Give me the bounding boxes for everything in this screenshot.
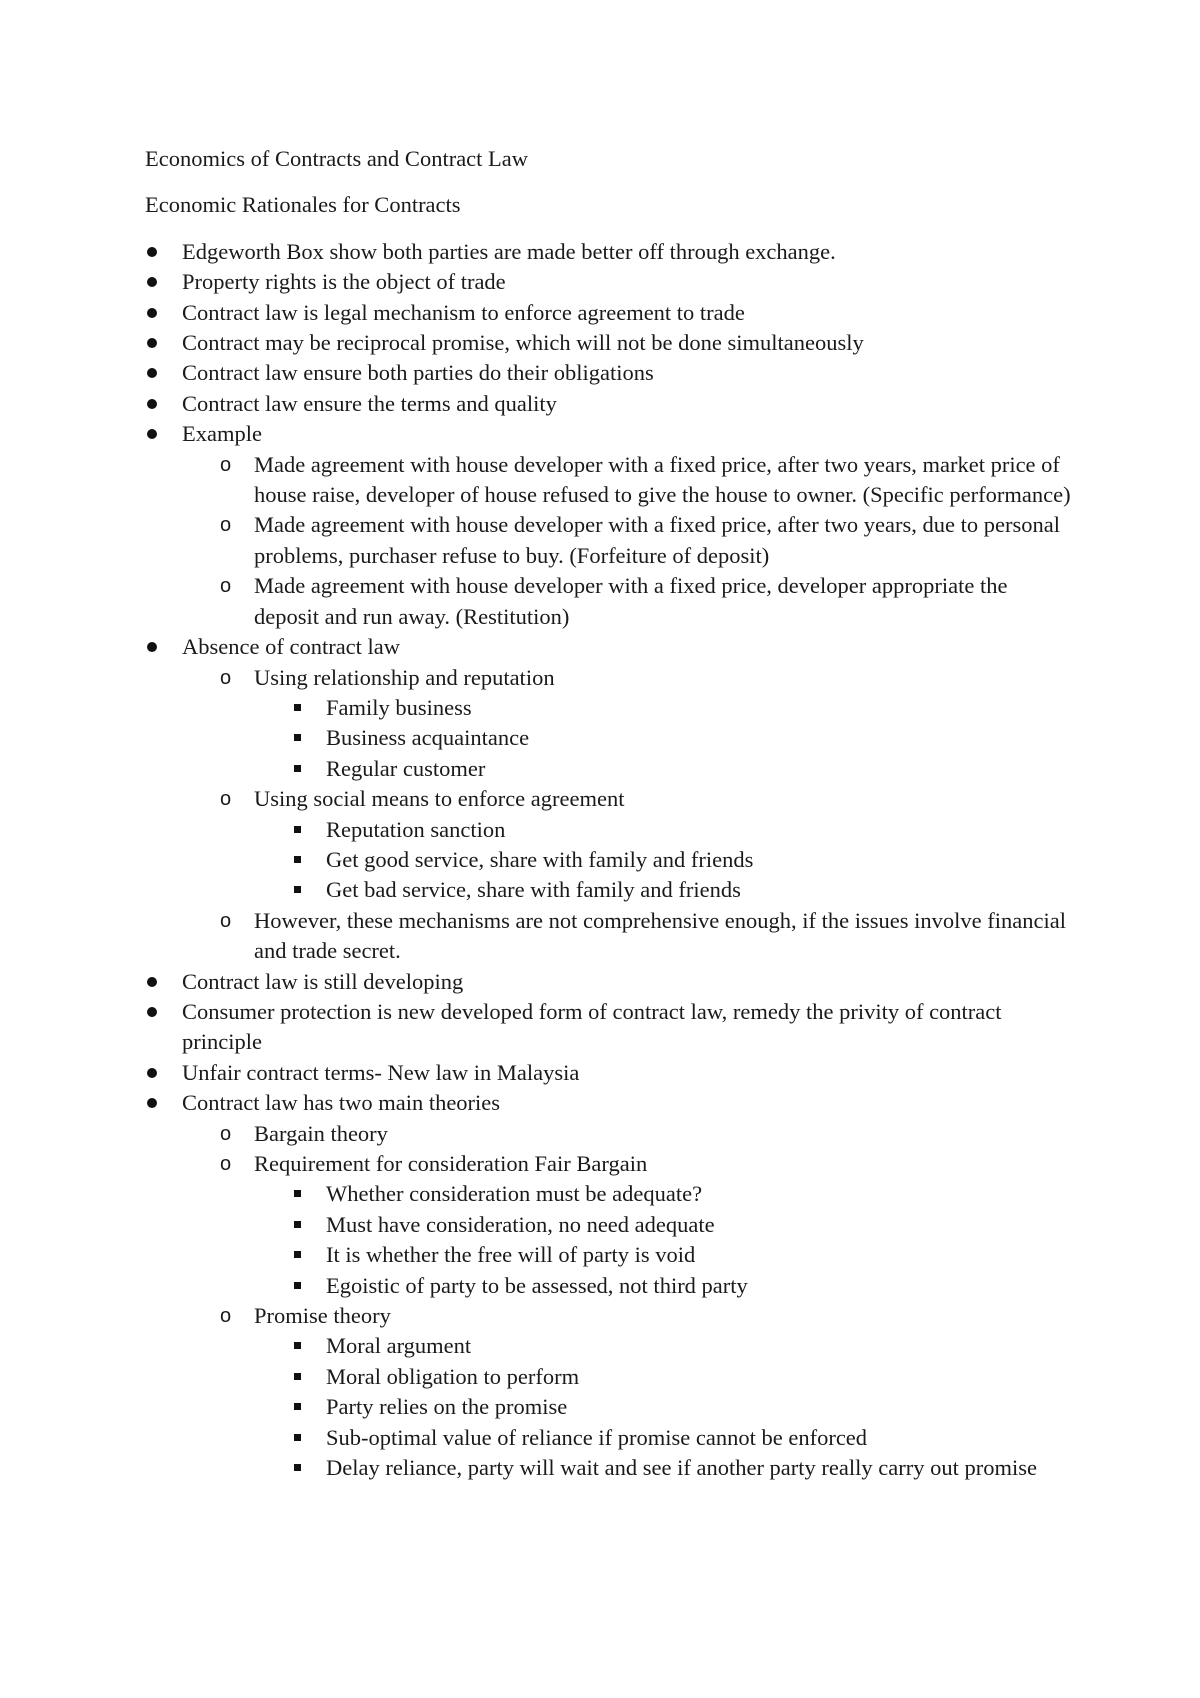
bullet-dot-icon — [147, 368, 157, 378]
list-item: Must have consideration, no need adequate — [290, 1210, 1075, 1240]
circle-bullet-icon: o — [220, 1153, 232, 1175]
list-item: Edgeworth Box show both parties are made better off through exchange. — [145, 237, 1075, 267]
absence-sublist — [218, 663, 1075, 967]
relationship-sublist — [290, 693, 1075, 784]
list-item: o Requirement for consideration Fair Bargain Whether consideration must be adequate? Must have consideration, no need adequate It is whether the free will of party is void Egoistic of party to be assessed, not third party — [218, 1149, 1075, 1301]
bullet-dot-icon — [147, 1098, 157, 1108]
list-item: o However, these mechanisms are not comprehensive enough, if the issues involve financial and trade secret. — [220, 907, 1066, 964]
list-item: Contract may be reciprocal promise, which will not be done simultaneously — [145, 328, 1075, 358]
list-item: o Bargain theory — [218, 1119, 1075, 1149]
list-item: Contract law ensure the terms and quality — [145, 389, 1075, 419]
list-item: o Using relationship and reputation Family business Business acquaintance Regular customer — [218, 663, 1075, 785]
square-bullet-icon — [294, 1464, 301, 1471]
list-item: Contract law ensure both parties do their obligations — [145, 358, 1075, 388]
bullet-dot-icon — [147, 308, 157, 318]
bullet-dot-icon — [147, 247, 157, 257]
list-item: Moral obligation to perform — [290, 1362, 1075, 1392]
theories-sublist — [218, 1119, 1075, 1484]
list-item: o Made agreement with house developer with a fixed price, after two years, due to personal problems, purchaser refuse to buy. (Forfeiture of deposit) — [220, 512, 1060, 568]
list-item: Contract law is still developing — [145, 967, 1075, 997]
list-item: Moral argument — [290, 1331, 1075, 1361]
circle-bullet-icon: o — [220, 1122, 232, 1145]
list-item: Contract law is legal mechanism to enforce agreement to trade — [145, 298, 1075, 328]
square-bullet-icon — [294, 886, 301, 893]
bullet-dot-icon — [147, 429, 157, 439]
bullet-dot-icon — [147, 277, 157, 287]
list-item: Whether consideration must be adequate? — [290, 1179, 1075, 1209]
square-bullet-icon — [294, 1373, 301, 1380]
list-item: Delay reliance, party will wait and see if another party really carry out promise — [290, 1453, 1075, 1483]
square-bullet-icon — [294, 1282, 301, 1289]
list-item: Get good service, share with family and friends — [290, 845, 1075, 875]
example-sublist — [218, 450, 1075, 632]
square-bullet-icon — [294, 1403, 301, 1410]
circle-bullet-icon: o — [220, 575, 232, 598]
bullet-dot-icon — [147, 642, 157, 652]
bullet-dot-icon — [147, 1007, 157, 1017]
list-item: o Made agreement with house developer with a fixed price, developer appropriate the deposit and run away. (Restitution) — [220, 573, 1008, 629]
list-item: Get bad service, share with family and friends — [290, 875, 1075, 905]
main-bullet-list — [145, 237, 1075, 1484]
square-bullet-icon — [294, 1221, 301, 1228]
square-bullet-icon — [294, 826, 301, 833]
circle-bullet-icon: o — [220, 788, 232, 811]
list-item: o Promise theory Moral argument Moral obligation to perform Party relies on the promise Sub-optimal value of reliance if promise cannot be enforced Delay reliance, party will wait and see if another party really carry out promise — [218, 1301, 1075, 1483]
square-bullet-icon — [294, 1342, 301, 1349]
square-bullet-icon — [294, 1190, 301, 1197]
bullet-dot-icon — [147, 338, 157, 348]
circle-bullet-icon: o — [220, 909, 232, 932]
list-item: Egoistic of party to be assessed, not third party — [290, 1271, 1075, 1301]
square-bullet-icon — [294, 856, 301, 863]
circle-bullet-icon: o — [220, 666, 232, 689]
list-item: Party relies on the promise — [290, 1392, 1075, 1422]
list-item: Regular customer — [290, 754, 1075, 784]
bullet-dot-icon — [147, 399, 157, 409]
circle-bullet-icon: o — [220, 1305, 232, 1328]
square-bullet-icon — [294, 1434, 301, 1441]
list-item: o Made agreement with house developer with a fixed price, after two years, market price of house raise, developer of house refused to give the house to owner. (Specific performance) — [220, 451, 1071, 508]
list-item: Consumer protection is new developed form of contract law, remedy the privity of contract principle — [145, 997, 1075, 1058]
bullet-dot-icon — [147, 1068, 157, 1078]
square-bullet-icon — [294, 1251, 301, 1258]
list-item: Example o Made agreement with house developer with a fixed price, after two years, market price of house raise, developer of house refused to give the house to owner. (Specific performance) o Made agreement with house developer with a fixed price, after two years, due to personal problems, purchaser refuse to buy. (Forfeiture of deposit) o Made agreement with house developer with a fixed price, developer appropriate the deposit and run away. (Restitution) — [145, 419, 1075, 632]
document-body — [145, 144, 1075, 1483]
requirement-sublist — [290, 1179, 1075, 1301]
circle-bullet-icon: o — [220, 514, 232, 537]
list-item: Property rights is the object of trade — [145, 267, 1075, 297]
bullet-dot-icon — [147, 977, 157, 987]
section-heading: Economic Rationales for Contracts — [145, 192, 461, 218]
square-bullet-icon — [294, 734, 301, 741]
circle-bullet-icon: o — [220, 453, 232, 476]
list-item: Unfair contract terms- New law in Malaysia — [145, 1058, 1075, 1088]
list-item: It is whether the free will of party is void — [290, 1240, 1075, 1270]
list-item: o Using social means to enforce agreement Reputation sanction Get good service, share with family and friends Get bad service, share with family and friends — [218, 784, 1075, 906]
promise-sublist — [290, 1331, 1075, 1483]
list-item: Reputation sanction — [290, 815, 1075, 845]
list-item: Contract law has two main theories o Bargain theory o Requirement for consideration Fair Bargain Whether consideration must be adequate? Must have consideration, no need adequate It is whether the free will of party is void Egoistic of party to be assessed, not third party o Promise theory Moral argument Moral obligation to perform Party relies on the promise Sub-optimal value of reliance if promise cannot be enforced Delay reliance, party will wait and see if another party really carry out promise — [145, 1088, 1075, 1483]
list-item: Business acquaintance — [290, 723, 1075, 753]
list-item: Sub-optimal value of reliance if promise cannot be enforced — [290, 1423, 1075, 1453]
list-item: Family business — [290, 693, 1075, 723]
square-bullet-icon — [294, 704, 301, 711]
list-item: Absence of contract law o Using relationship and reputation Family business Business acquaintance Regular customer o Using social means to enforce agreement Reputation sanction Get good service, share with family and friends Get bad service, share with family and friends o However, these mechanisms are not comprehensive enough, if the issues involve financial and trade secret. — [145, 632, 1075, 966]
square-bullet-icon — [294, 765, 301, 772]
social-sublist — [290, 815, 1075, 906]
document-title: Economics of Contracts and Contract Law — [145, 146, 529, 171]
